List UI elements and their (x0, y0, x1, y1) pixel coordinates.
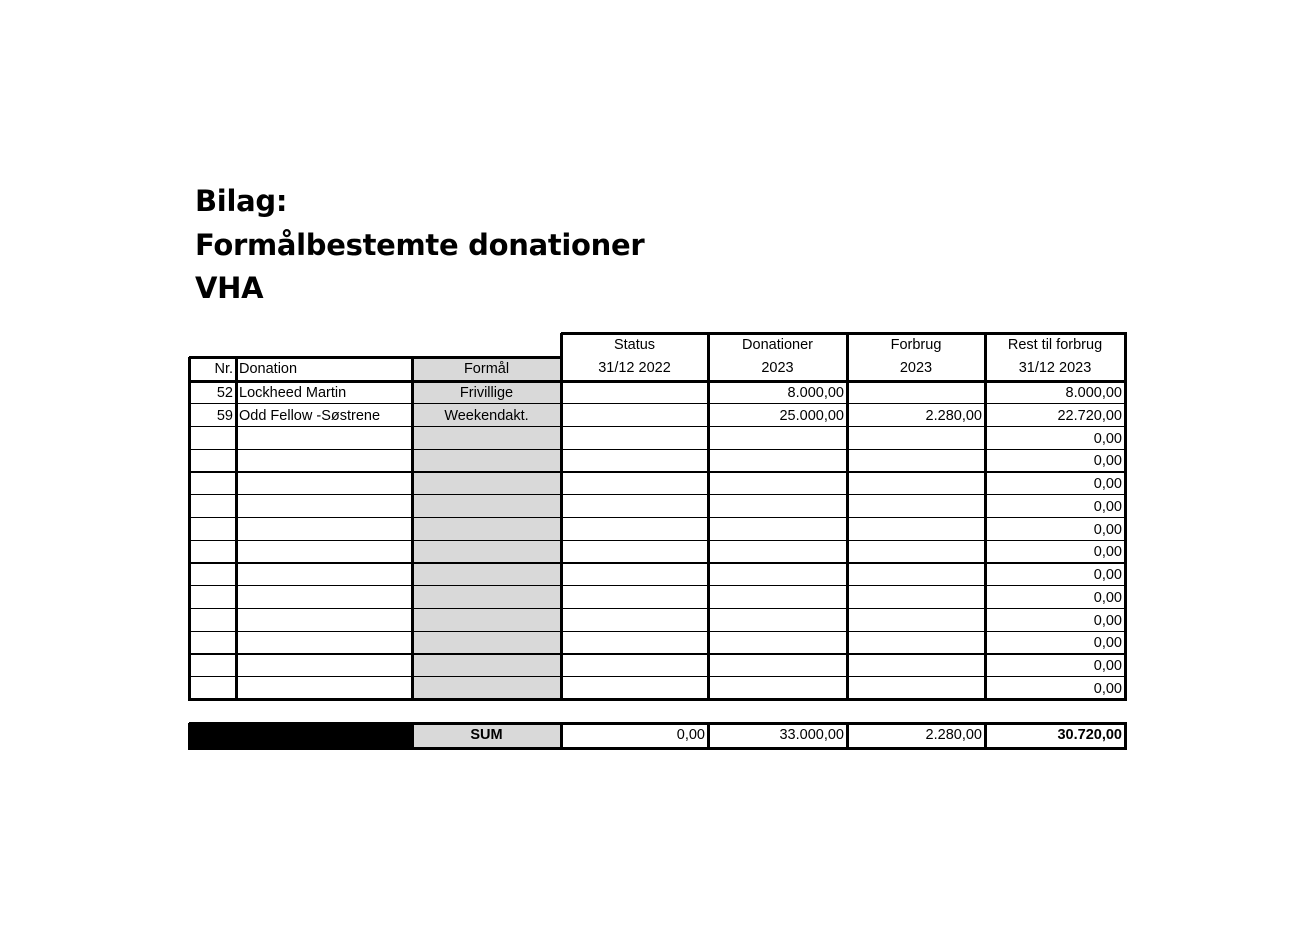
cell-rest: 0,00 (1093, 476, 1122, 492)
grid-line (560, 723, 563, 750)
cell-donation (236, 632, 412, 655)
cell-formaal: Weekendakt. (444, 407, 529, 424)
cell-donationer (708, 632, 847, 655)
cell-donationer (708, 610, 847, 633)
cell-forbrug (847, 519, 985, 542)
cell-forbrug (847, 632, 985, 655)
cell-forbrug (847, 564, 985, 587)
cell-rest: 0,00 (1093, 453, 1122, 470)
cell-donationer: 25.000,00 (779, 407, 844, 424)
cell-formaal (412, 655, 561, 678)
cell-donation (236, 610, 412, 633)
cell-forbrug (847, 541, 985, 564)
cell-donationer (708, 564, 847, 587)
cell-status (561, 564, 708, 587)
cell-rest: 0,00 (1093, 544, 1122, 561)
cell-formaal (412, 541, 561, 564)
sum-forbrug: 2.280,00 (925, 727, 982, 743)
grid-line (846, 333, 849, 701)
cell-rest: 0,00 (1093, 430, 1122, 447)
cell-donation (236, 587, 412, 610)
header-nr: Nr. (214, 361, 233, 377)
cell-nr (189, 632, 236, 655)
grid-line (411, 357, 414, 701)
sum-row-black-fill (189, 723, 412, 748)
cell-donationer (708, 655, 847, 678)
header-donationer-top: Donationer (742, 337, 813, 353)
cell-rest: 0,00 (1093, 635, 1122, 652)
cell-status (561, 428, 708, 451)
cell-donationer (708, 496, 847, 519)
cell-nr: 59 (216, 407, 233, 424)
title-bilag: Bilag: (195, 184, 288, 218)
cell-donation (236, 428, 412, 451)
cell-forbrug (847, 587, 985, 610)
header-status-top: Status (613, 337, 656, 353)
cell-rest: 0,00 (1093, 658, 1122, 674)
grid-line (1124, 723, 1127, 750)
cell-forbrug (847, 655, 985, 678)
grid-line (235, 357, 238, 701)
cell-forbrug (847, 610, 985, 633)
header-donationer-bottom: 2023 (761, 360, 794, 376)
cell-rest: 0,00 (1093, 589, 1122, 606)
cell-donationer (708, 428, 847, 451)
cell-nr (189, 450, 236, 473)
grid-line (188, 357, 191, 701)
grid-line (561, 332, 1127, 335)
cell-formaal (412, 632, 561, 655)
cell-formaal (412, 496, 561, 519)
grid-line (707, 333, 710, 701)
cell-forbrug (847, 450, 985, 473)
cell-formaal (412, 610, 561, 633)
cell-nr (189, 610, 236, 633)
cell-nr (189, 587, 236, 610)
grid-line (411, 723, 414, 750)
cell-forbrug (847, 428, 985, 451)
grid-line (560, 333, 563, 701)
cell-status (561, 450, 708, 473)
cell-rest: 8.000,00 (1065, 385, 1122, 401)
header-rest-bottom: 31/12 2023 (1018, 360, 1092, 376)
cell-donation (236, 496, 412, 519)
cell-rest: 0,00 (1093, 521, 1122, 538)
cell-forbrug (847, 382, 985, 405)
cell-status (561, 519, 708, 542)
cell-donationer: 8.000,00 (787, 385, 844, 401)
header-forbrug-bottom: 2023 (899, 360, 933, 376)
cell-forbrug (847, 496, 985, 519)
cell-donation: Lockheed Martin (239, 385, 347, 401)
cell-status (561, 496, 708, 519)
cell-nr (189, 496, 236, 519)
cell-donationer (708, 473, 847, 496)
cell-status (561, 473, 708, 496)
title-formaalbestemte-donationer: Formålbestemte donationer (195, 228, 645, 262)
cell-donation (236, 519, 412, 542)
cell-status (561, 587, 708, 610)
cell-nr (189, 655, 236, 678)
cell-nr (189, 564, 236, 587)
cell-nr: 52 (216, 385, 233, 401)
cell-status (561, 610, 708, 633)
sum-status: 0,00 (676, 727, 705, 743)
cell-rest: 0,00 (1093, 680, 1122, 697)
cell-nr (189, 473, 236, 496)
sum-donationer: 33.000,00 (779, 727, 844, 743)
cell-donationer (708, 587, 847, 610)
cell-forbrug (847, 473, 985, 496)
cell-donationer (708, 541, 847, 564)
grid-line (189, 356, 563, 359)
grid-line (707, 723, 710, 750)
header-donation: Donation (239, 361, 298, 377)
cell-donation (236, 473, 412, 496)
grid-line (984, 723, 987, 750)
grid-line (984, 333, 987, 701)
cell-formaal (412, 428, 561, 451)
grid-line (846, 723, 849, 750)
cell-donation (236, 450, 412, 473)
cell-formaal (412, 473, 561, 496)
cell-status (561, 655, 708, 678)
cell-formaal (412, 564, 561, 587)
cell-rest: 0,00 (1093, 567, 1122, 583)
cell-donation (236, 655, 412, 678)
cell-formaal (412, 450, 561, 473)
cell-rest: 22.720,00 (1057, 407, 1122, 424)
grid-line (188, 723, 191, 750)
cell-formaal (412, 587, 561, 610)
cell-donation (236, 564, 412, 587)
cell-donationer (708, 519, 847, 542)
cell-donation (236, 541, 412, 564)
cell-status (561, 632, 708, 655)
cell-status (561, 405, 708, 428)
cell-formaal: Frivillige (459, 385, 514, 401)
cell-nr (189, 541, 236, 564)
cell-rest: 0,00 (1093, 498, 1122, 515)
sum-label: SUM (470, 727, 503, 743)
cell-nr (189, 519, 236, 542)
cell-forbrug: 2.280,00 (925, 407, 982, 424)
grid-line (1124, 333, 1127, 701)
cell-nr (189, 428, 236, 451)
header-forbrug-top: Forbrug (890, 337, 942, 353)
header-formaal: Formål (463, 361, 510, 377)
cell-status (561, 541, 708, 564)
cell-formaal (412, 519, 561, 542)
header-status-bottom: 31/12 2022 (598, 360, 671, 376)
cell-status (561, 382, 708, 405)
title-vha: VHA (195, 271, 264, 305)
cell-rest: 0,00 (1093, 612, 1122, 629)
cell-donationer (708, 450, 847, 473)
header-rest-top: Rest til forbrug (1007, 337, 1103, 353)
cell-donation: Odd Fellow -Søstrene (239, 407, 381, 424)
sum-rest: 30.720,00 (1057, 727, 1122, 743)
